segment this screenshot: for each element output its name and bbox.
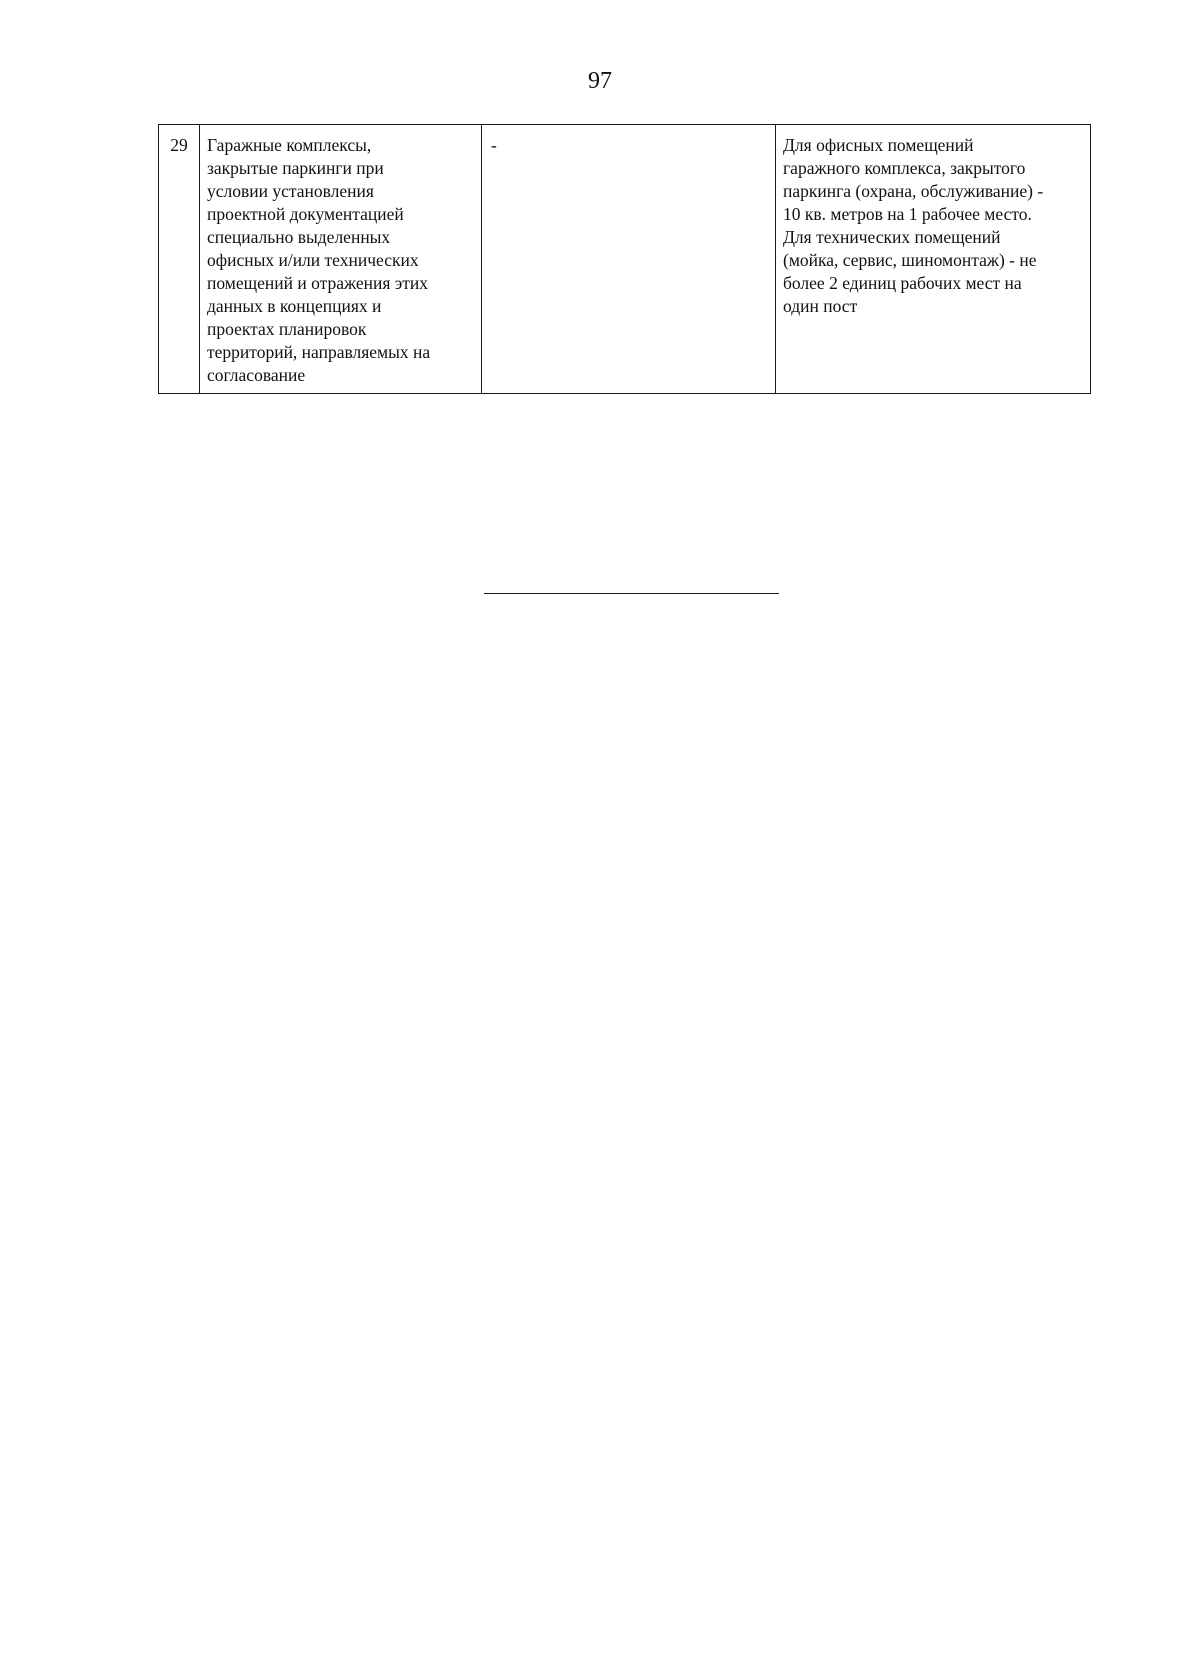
value-cell: - — [482, 125, 776, 394]
page-number: 97 — [588, 68, 612, 94]
table-row — [159, 125, 1091, 394]
norms-table — [158, 124, 1091, 394]
note-cell: Для офисных помещений гаражного комплекса, закрытого паркинга (охрана, обслуживание) - 10 кв. метров на 1 рабочее место. Для технических помещений (мойка, сервис, шиномонтаж) - не более 2 единиц рабочих мест на один пост — [776, 125, 1091, 394]
section-end-rule — [484, 593, 779, 594]
object-type-cell: Гаражные комплексы, закрытые паркинги при условии установления проектной документацией специально выделенных офисных и/или технических помещений и отражения этих данных в концепциях и проектах планировок территорий, направляемых на согласование — [200, 125, 482, 394]
row-number-cell: 29 — [159, 125, 200, 394]
